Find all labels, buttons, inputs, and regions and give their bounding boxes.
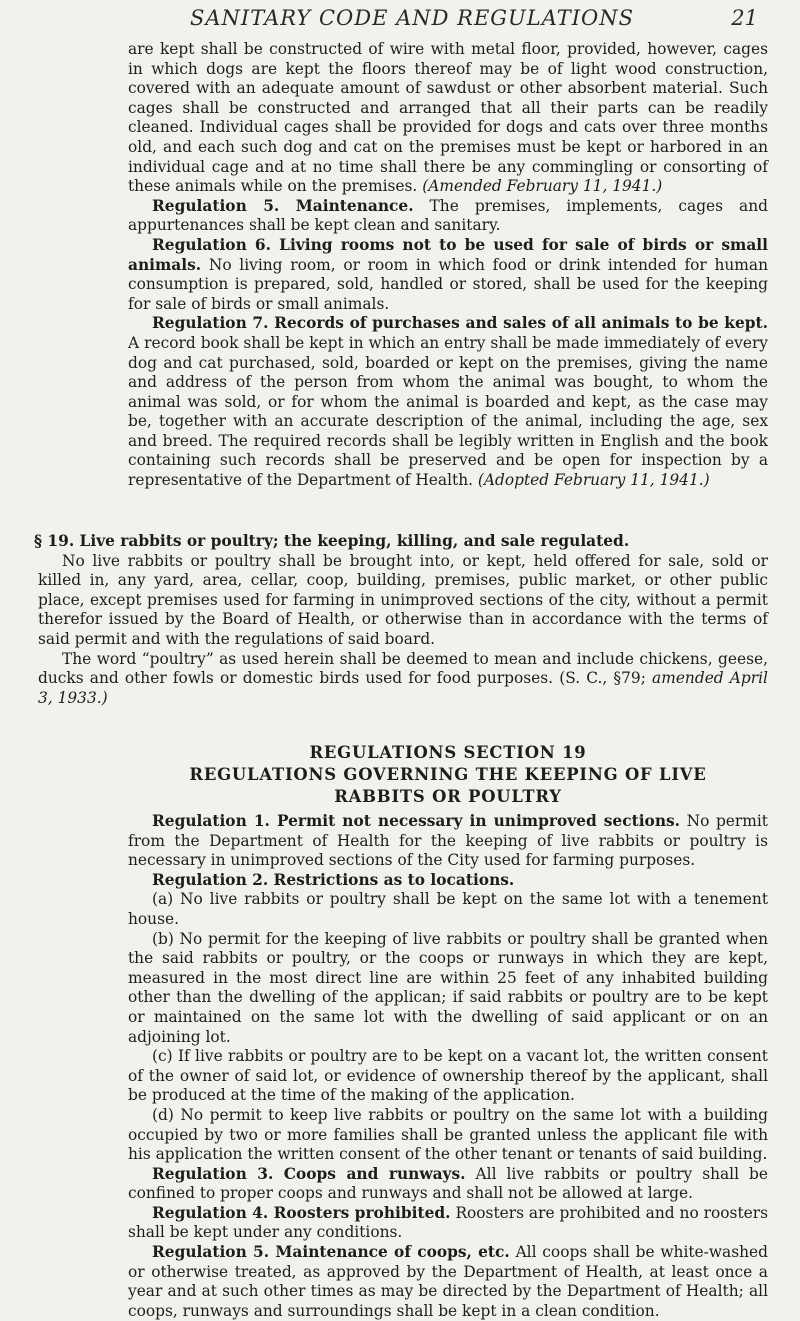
poultry-regulation-5-body: All coops shall be white-washed or otherwise treated, as approved by the Department of Health, at least once a year and at such other times as may be directed by the Department of Health; all coops, runways and surroundings shall be kept in a clean condition. xyxy=(128,1243,768,1320)
poultry-regulation-4-body: Roosters are prohibited and no roosters shall be kept under any conditions. xyxy=(128,1203,768,1242)
poultry-regulation-4-heading: Regulation 4. Roosters prohibited. xyxy=(152,1203,451,1222)
regulations-title-line-1: REGULATIONS GOVERNING THE KEEPING OF LIVE xyxy=(189,765,707,784)
page-number: 21 xyxy=(731,6,758,30)
section-19-paragraph-2-text: The word “poultry” as used herein shall be deemed to mean and include chickens, geese, ducks and other fowls or domestic birds used for food purposes. (S. C., §79; xyxy=(38,649,768,688)
continuation-note: (Amended February 11, 1941.) xyxy=(422,177,663,196)
regulation-7-paragraph xyxy=(128,314,768,490)
upper-regulations-block xyxy=(128,40,768,491)
poultry-regulation-5 xyxy=(128,1243,768,1321)
poultry-regulation-2a: (a) No live rabbits or poultry shall be kept on the same lot with a tenement house. xyxy=(128,890,768,928)
regulations-title-line-2: RABBITS OR POULTRY xyxy=(334,787,562,806)
poultry-regulation-1 xyxy=(128,812,768,871)
regulation-5-paragraph xyxy=(128,197,768,236)
poultry-regulation-5-heading: Regulation 5. Maintenance of coops, etc. xyxy=(152,1243,510,1262)
poultry-regulation-2b: (b) No permit for the keeping of live rabbits or poultry shall be granted when the said rabbits or poultry, or the coops or runways in which they are kept, measured in the most direct line are within 25 feet of any inhabited building other than the dwelling of the applican; if said rabbits or poultry are to be kept or maintained on the same lot with the dwelling of said applicant or on an adjoining lot. xyxy=(128,929,768,1046)
regulation-6-paragraph xyxy=(128,236,768,314)
running-title: SANITARY CODE AND REGULATIONS xyxy=(190,6,634,30)
poultry-regulation-2-heading: Regulation 2. Restrictions as to locations. xyxy=(152,870,515,889)
poultry-regulation-3-body: All live rabbits or poultry shall be confined to proper coops and runways and shall not be allowed at large. xyxy=(128,1164,768,1203)
poultry-regulation-2 xyxy=(128,871,768,891)
poultry-regulation-4 xyxy=(128,1204,768,1243)
section-19-block xyxy=(34,532,768,708)
regulation-5-body: The premises, implements, cages and appurtenances shall be kept clean and sanitary. xyxy=(128,196,768,235)
regulation-6-heading: Regulation 6. Living rooms not to be used for sale of birds or small animals. xyxy=(128,235,768,274)
regulation-5-heading: Regulation 5. Maintenance. xyxy=(152,196,414,215)
regulation-7-body: A record book shall be kept in which an entry shall be made immediately of every dog and cat purchased, sold, boarded or kept on the premises, giving the name and address of the person from whom the animal was bought, to whom the animal was sold, or for whom the animal is boarded and kept, as the case may be, together with an accurate description of the animal, including the age, sex and breed. The required records shall be legibly written in English and the book containing such records shall be preserved and be open for inspection by a representative of the Department of Health. xyxy=(128,333,768,490)
section-19-heading: § 19. Live rabbits or poultry; the keeping, killing, and sale regulated. xyxy=(34,532,630,550)
section-19-paragraph-2 xyxy=(38,650,768,709)
regulation-6-body: No living room, or room in which food or drink intended for human consumption is prepared, sold, handled or stored, shall be used for the keeping for sale of birds or small animals. xyxy=(128,255,768,313)
regulations-section-19-block xyxy=(128,742,768,1321)
poultry-regulation-2d: (d) No permit to keep live rabbits or poultry on the same lot with a building occupied by two or more families shall be granted unless the applicant file with his application the written consent of the other tenant or tenants of said building. xyxy=(128,1105,768,1164)
regulations-section-title: REGULATIONS SECTION 19 xyxy=(309,743,587,762)
continuation-text: are kept shall be constructed of wire with metal floor, provided, however, cages in which dogs are kept the floors thereof may be of light wood construction, covered with an adequate amount of sawdust or other absorbent material. Such cages shall be constructed and arranged that all their parts can be readily cleaned. Individual cages shall be provided for dogs and cats over three months old, and each such dog and cat on the premises must be kept or harbored in an individual cage and at no time shall there be any commingling or consorting of these animals while on the premises. xyxy=(128,40,768,196)
poultry-regulation-2c: (c) If live rabbits or poultry are to be kept on a vacant lot, the written consent of the owner of said lot, or evidence of ownership thereof by the applicant, shall be produced at the time of the making of the application. xyxy=(128,1047,768,1105)
poultry-regulation-1-body: No permit from the Department of Health for the keeping of live rabbits or poultry is necessary in unimproved sections of the City used for farming purposes. xyxy=(128,812,768,870)
regulation-7-note: (Adopted February 11, 1941.) xyxy=(477,471,710,490)
regulation-7-heading: Regulation 7. Records of purchases and sales of all animals to be kept. xyxy=(152,314,768,333)
poultry-regulation-1-heading: Regulation 1. Permit not necessary in unimproved sections. xyxy=(152,812,681,830)
section-19-paragraph-1: No live rabbits or poultry shall be brought into, or kept, held offered for sale, sold or killed in, any yard, area, cellar, coop, building, premises, public market, or other public place, except premises used for farming in unimproved sections of the city, without a permit therefor issued by the Board of Health, or otherwise than in accordance with the terms of said permit and with the regulations of said board. xyxy=(38,551,768,648)
continuation-paragraph xyxy=(128,40,768,197)
poultry-regulation-3 xyxy=(128,1165,768,1204)
section-19-paragraph-2-note: amended April 3, 1933.) xyxy=(38,669,768,707)
poultry-regulation-3-heading: Regulation 3. Coops and runways. xyxy=(152,1164,466,1183)
